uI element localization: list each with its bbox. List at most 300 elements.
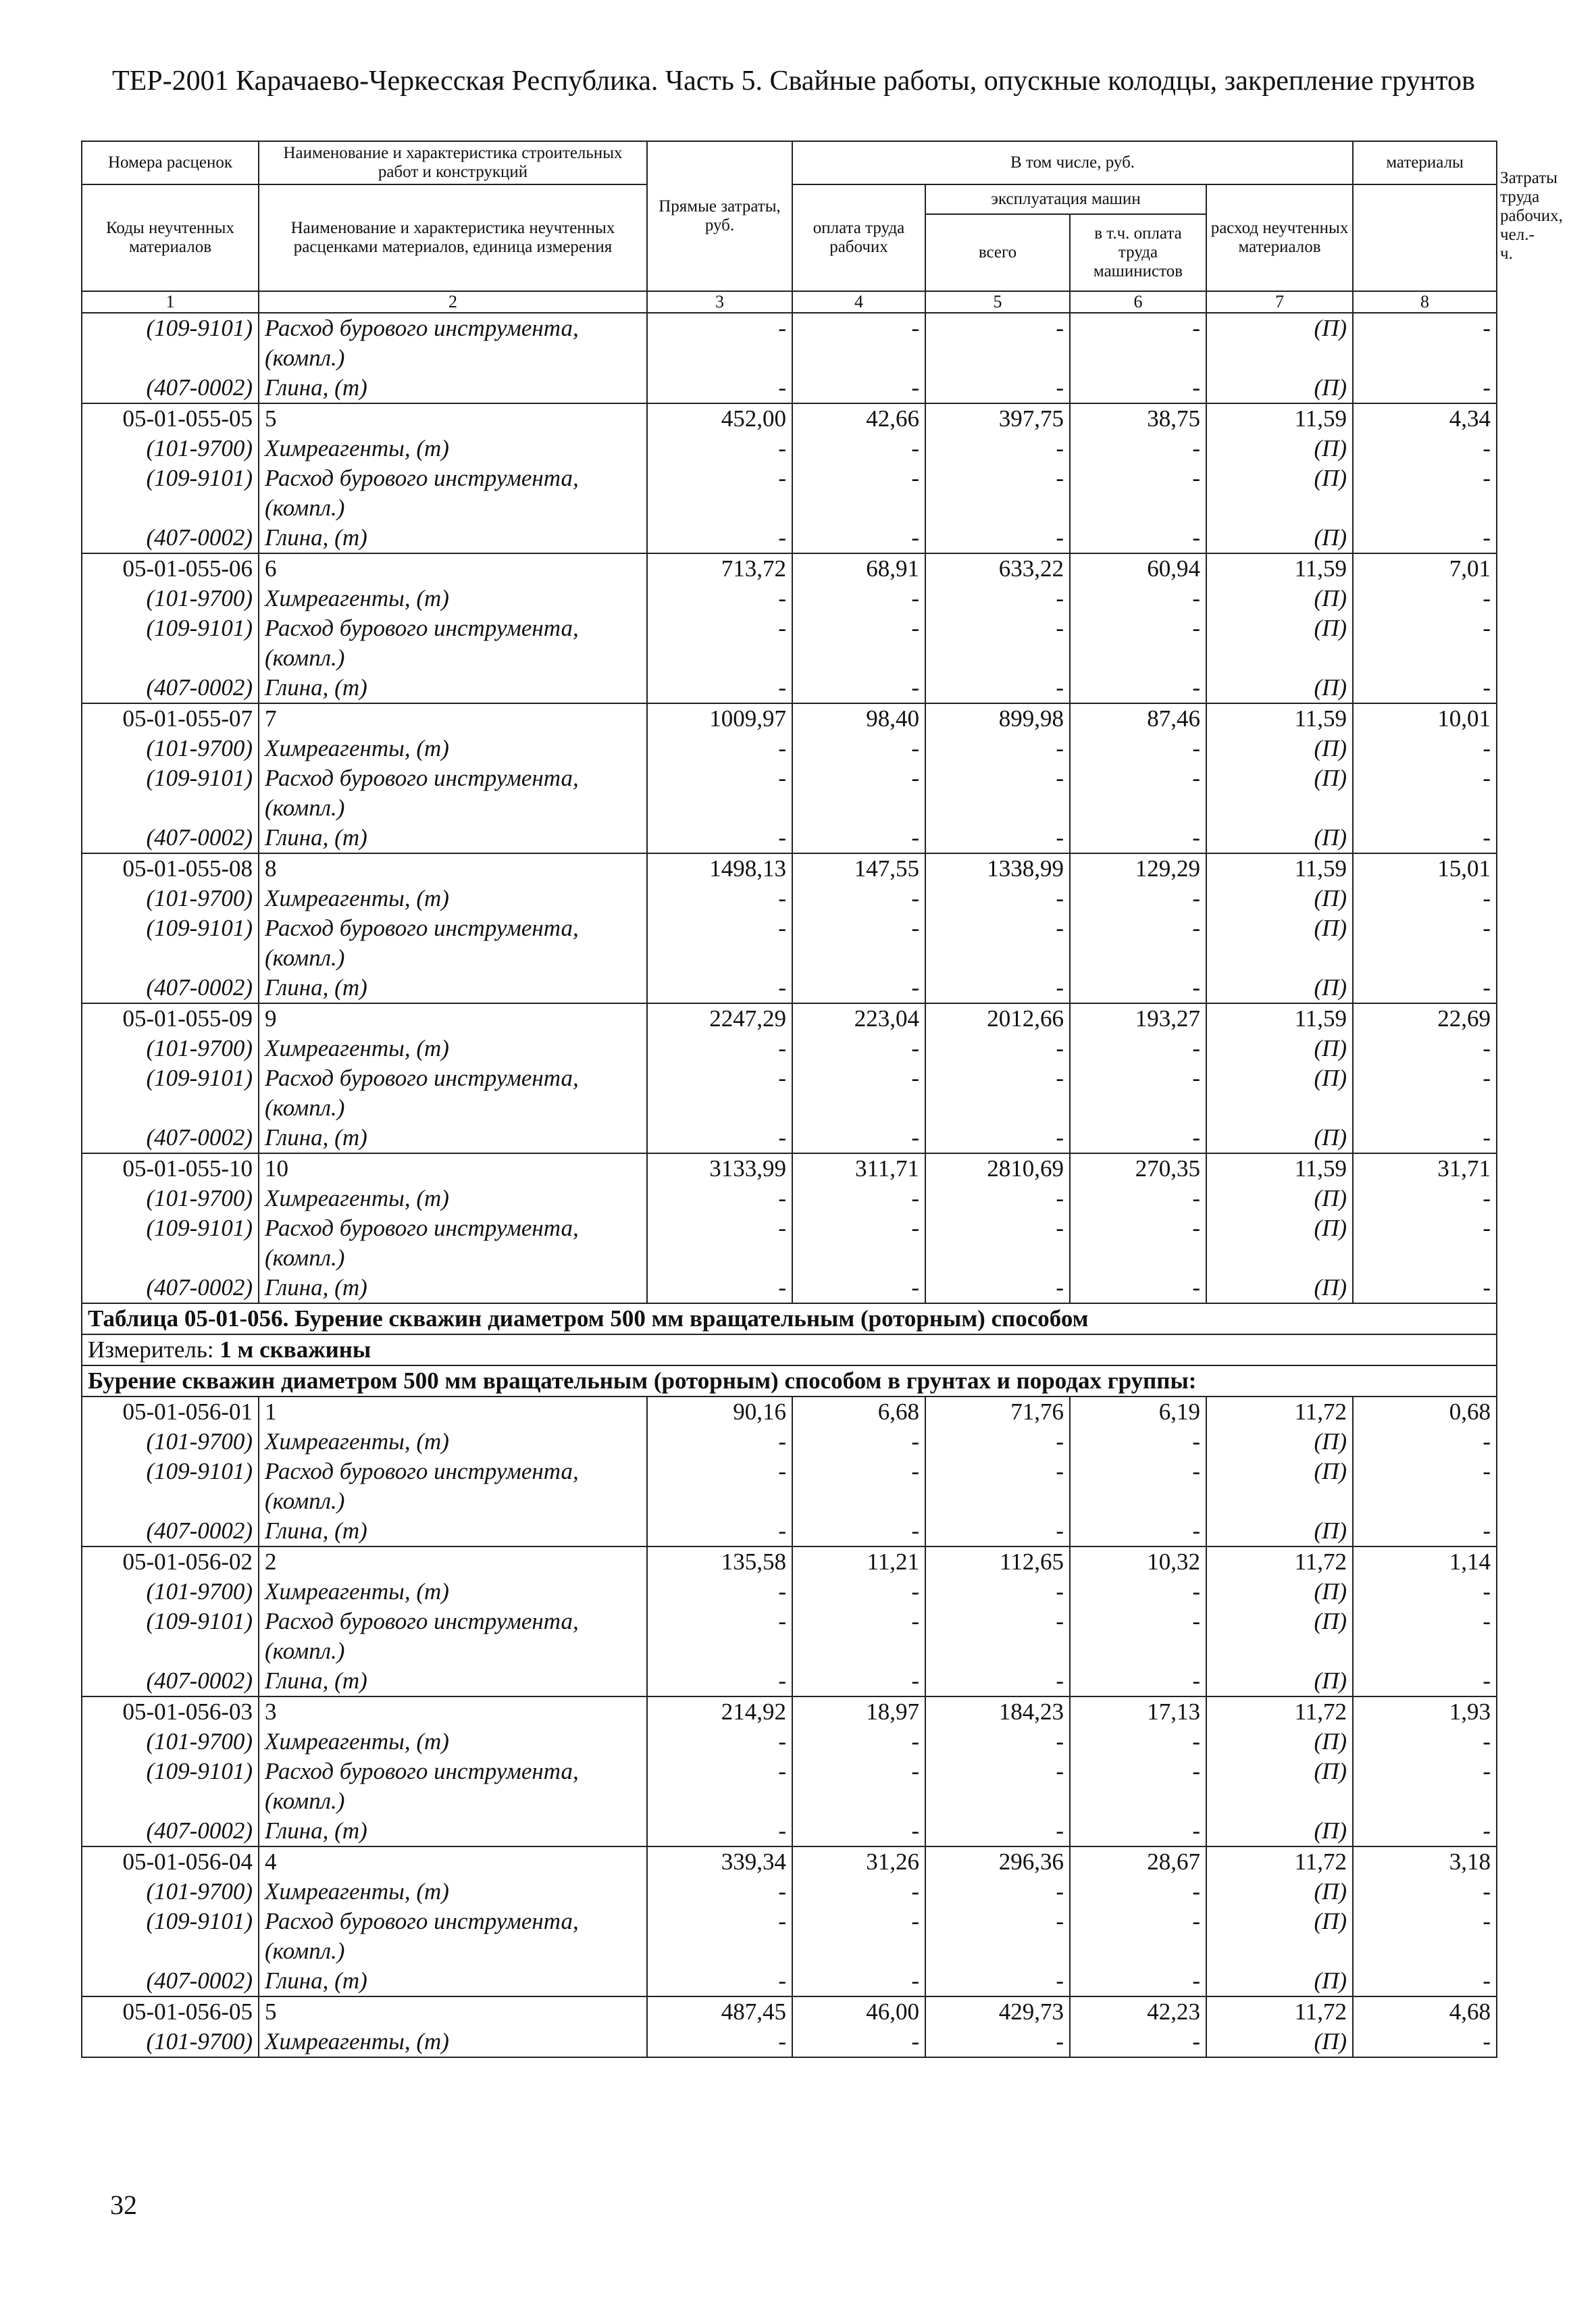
item-name: Химреагенты, (т) <box>259 1427 647 1457</box>
rate-code: (101-9700) <box>82 1427 259 1457</box>
material-consumption: (П) <box>1206 613 1353 673</box>
direct-costs: - <box>647 1877 792 1907</box>
rate-code: (407-0002) <box>82 673 259 703</box>
material-row <box>82 1123 1497 1153</box>
material-row <box>82 973 1497 1003</box>
worker-pay: - <box>792 913 925 973</box>
worker-pay: - <box>792 1877 925 1907</box>
machinist-pay: - <box>1070 1577 1206 1607</box>
rate-row <box>82 1696 1497 1727</box>
machinist-pay: - <box>1070 1816 1206 1846</box>
machines-total: - <box>925 1577 1070 1607</box>
rate-code: (407-0002) <box>82 1966 259 1996</box>
item-name: 3 <box>259 1696 647 1727</box>
rate-code: (101-9700) <box>82 434 259 463</box>
rate-row <box>82 553 1497 584</box>
labor-costs: - <box>1353 673 1497 703</box>
item-name: Химреагенты, (т) <box>259 1577 647 1607</box>
direct-costs: 3133,99 <box>647 1153 792 1184</box>
machinist-pay: - <box>1070 1184 1206 1213</box>
material-consumption: (П) <box>1206 2027 1353 2057</box>
direct-costs: - <box>647 463 792 523</box>
rate-row <box>82 1397 1497 1427</box>
labor-costs: - <box>1353 1666 1497 1696</box>
material-consumption: (П) <box>1206 1457 1353 1516</box>
header-direct-costs: Прямые затраты, руб. <box>647 141 792 291</box>
material-consumption: (П) <box>1206 884 1353 913</box>
header-material-codes: Коды неучтенных материалов <box>82 184 259 291</box>
direct-costs: - <box>647 884 792 913</box>
machinist-pay: - <box>1070 1966 1206 1996</box>
labor-costs: 4,34 <box>1353 403 1497 434</box>
material-row <box>82 313 1497 373</box>
material-consumption: (П) <box>1206 734 1353 763</box>
material-consumption: 11,59 <box>1206 1003 1353 1034</box>
material-row <box>82 584 1497 613</box>
machines-total: - <box>925 734 1070 763</box>
worker-pay: 68,91 <box>792 553 925 584</box>
direct-costs: - <box>647 2027 792 2057</box>
machinist-pay: - <box>1070 1273 1206 1303</box>
machines-total: - <box>925 1757 1070 1816</box>
rate-code: 05-01-055-09 <box>82 1003 259 1034</box>
material-consumption: (П) <box>1206 523 1353 553</box>
worker-pay: 6,68 <box>792 1397 925 1427</box>
rate-code: (101-9700) <box>82 1877 259 1907</box>
machines-total: - <box>925 1907 1070 1966</box>
machines-total: 429,73 <box>925 1996 1070 2027</box>
direct-costs: - <box>647 373 792 403</box>
item-name: Глина, (т) <box>259 673 647 703</box>
column-number: 7 <box>1206 291 1353 313</box>
worker-pay: - <box>792 1816 925 1846</box>
material-consumption: (П) <box>1206 584 1353 613</box>
worker-pay: 11,21 <box>792 1546 925 1577</box>
material-row <box>82 1816 1497 1846</box>
rate-code: (101-9700) <box>82 884 259 913</box>
item-name: Расход бурового инструмента, (компл.) <box>259 613 647 673</box>
material-consumption: 11,59 <box>1206 703 1353 734</box>
material-row <box>82 523 1497 553</box>
direct-costs: 90,16 <box>647 1397 792 1427</box>
item-name: Глина, (т) <box>259 1123 647 1153</box>
machinist-pay: - <box>1070 1877 1206 1907</box>
item-name: Расход бурового инструмента, (компл.) <box>259 463 647 523</box>
machinist-pay: - <box>1070 1757 1206 1816</box>
machinist-pay: - <box>1070 434 1206 463</box>
rate-code: (109-9101) <box>82 763 259 823</box>
header-machine-operation: эксплуатация машин <box>925 184 1206 214</box>
worker-pay: - <box>792 1063 925 1123</box>
direct-costs: - <box>647 1757 792 1816</box>
labor-costs: - <box>1353 463 1497 523</box>
material-consumption: (П) <box>1206 973 1353 1003</box>
material-row <box>82 1727 1497 1757</box>
machines-total: 397,75 <box>925 403 1070 434</box>
material-row <box>82 463 1497 523</box>
labor-costs: - <box>1353 1816 1497 1846</box>
header-material-consumption: расход неучтенных материалов <box>1206 184 1353 291</box>
item-name: Расход бурового инструмента, (компл.) <box>259 1757 647 1816</box>
material-consumption: (П) <box>1206 1757 1353 1816</box>
machines-total: - <box>925 313 1070 373</box>
material-row <box>82 884 1497 913</box>
worker-pay: - <box>792 1727 925 1757</box>
labor-costs: - <box>1353 1727 1497 1757</box>
item-name: Расход бурового инструмента, (компл.) <box>259 1457 647 1516</box>
machines-total: 2810,69 <box>925 1153 1070 1184</box>
labor-costs: 1,93 <box>1353 1696 1497 1727</box>
rate-code: (407-0002) <box>82 1123 259 1153</box>
rate-row <box>82 703 1497 734</box>
labor-costs: 3,18 <box>1353 1846 1497 1877</box>
labor-costs: - <box>1353 913 1497 973</box>
item-name: Глина, (т) <box>259 373 647 403</box>
rate-row <box>82 1153 1497 1184</box>
rate-code: (109-9101) <box>82 463 259 523</box>
worker-pay: 46,00 <box>792 1996 925 2027</box>
material-consumption: (П) <box>1206 1123 1353 1153</box>
material-consumption: (П) <box>1206 673 1353 703</box>
labor-costs: - <box>1353 1966 1497 1996</box>
worker-pay: - <box>792 1757 925 1816</box>
item-name: Расход бурового инструмента, (компл.) <box>259 1063 647 1123</box>
worker-pay: - <box>792 1577 925 1607</box>
labor-costs: - <box>1353 973 1497 1003</box>
material-consumption: (П) <box>1206 463 1353 523</box>
machinist-pay: - <box>1070 913 1206 973</box>
worker-pay: 18,97 <box>792 1696 925 1727</box>
column-number: 4 <box>792 291 925 313</box>
rate-code: 05-01-056-03 <box>82 1696 259 1727</box>
item-name: Глина, (т) <box>259 1516 647 1546</box>
machines-total: 899,98 <box>925 703 1070 734</box>
material-consumption: (П) <box>1206 1427 1353 1457</box>
rate-row <box>82 1003 1497 1034</box>
machines-total: 184,23 <box>925 1696 1070 1727</box>
rate-code: (101-9700) <box>82 584 259 613</box>
rate-code: (407-0002) <box>82 1666 259 1696</box>
machines-total: - <box>925 1516 1070 1546</box>
machinist-pay: - <box>1070 1123 1206 1153</box>
machines-total: - <box>925 1877 1070 1907</box>
direct-costs: 135,58 <box>647 1546 792 1577</box>
labor-costs: - <box>1353 613 1497 673</box>
labor-costs: - <box>1353 313 1497 373</box>
page-number: 32 <box>110 2190 137 2220</box>
machinist-pay: - <box>1070 313 1206 373</box>
rate-code: (407-0002) <box>82 973 259 1003</box>
rate-code: (407-0002) <box>82 1273 259 1303</box>
material-row <box>82 1063 1497 1123</box>
material-consumption: (П) <box>1206 1034 1353 1063</box>
table-056-rows <box>82 1397 1497 2057</box>
material-consumption: (П) <box>1206 1516 1353 1546</box>
labor-costs: 7,01 <box>1353 553 1497 584</box>
labor-costs: - <box>1353 1757 1497 1816</box>
machines-total: - <box>925 1966 1070 1996</box>
material-row <box>82 823 1497 853</box>
material-consumption: (П) <box>1206 823 1353 853</box>
worker-pay: - <box>792 1123 925 1153</box>
labor-costs: - <box>1353 1607 1497 1666</box>
rate-code: 05-01-055-05 <box>82 403 259 434</box>
header-machinist-pay: в т.ч. оплата труда машинистов <box>1070 214 1206 291</box>
material-consumption: (П) <box>1206 763 1353 823</box>
machinist-pay: 38,75 <box>1070 403 1206 434</box>
material-consumption: (П) <box>1206 373 1353 403</box>
direct-costs: - <box>647 1184 792 1213</box>
material-row <box>82 1516 1497 1546</box>
rate-code: (109-9101) <box>82 313 259 373</box>
labor-costs: - <box>1353 734 1497 763</box>
table-056-heading <box>82 1303 1497 1397</box>
material-consumption: (П) <box>1206 313 1353 373</box>
direct-costs: - <box>647 1727 792 1757</box>
direct-costs: - <box>647 523 792 553</box>
header-worker-pay: оплата труда рабочих <box>792 184 925 291</box>
item-name: 9 <box>259 1003 647 1034</box>
worker-pay: 311,71 <box>792 1153 925 1184</box>
machinist-pay: - <box>1070 463 1206 523</box>
machines-total: - <box>925 1727 1070 1757</box>
machinist-pay: - <box>1070 1457 1206 1516</box>
machinist-pay: 28,67 <box>1070 1846 1206 1877</box>
header-materials: материалы <box>1353 141 1497 184</box>
machinist-pay: 193,27 <box>1070 1003 1206 1034</box>
worker-pay: 42,66 <box>792 403 925 434</box>
worker-pay: - <box>792 1907 925 1966</box>
rate-row <box>82 1996 1497 2027</box>
material-row <box>82 1427 1497 1457</box>
item-name: Глина, (т) <box>259 523 647 553</box>
machines-total: - <box>925 1034 1070 1063</box>
item-name: Глина, (т) <box>259 1816 647 1846</box>
machines-total: 296,36 <box>925 1846 1070 1877</box>
worker-pay: - <box>792 973 925 1003</box>
machines-total: - <box>925 973 1070 1003</box>
direct-costs: - <box>647 763 792 823</box>
labor-costs: 1,14 <box>1353 1546 1497 1577</box>
labor-costs: - <box>1353 2027 1497 2057</box>
labor-costs: - <box>1353 1427 1497 1457</box>
rate-code: (407-0002) <box>82 523 259 553</box>
labor-costs: - <box>1353 1577 1497 1607</box>
worker-pay: - <box>792 2027 925 2057</box>
material-consumption: (П) <box>1206 1816 1353 1846</box>
labor-costs: - <box>1353 584 1497 613</box>
item-name: Химреагенты, (т) <box>259 584 647 613</box>
rate-code: (407-0002) <box>82 373 259 403</box>
machinist-pay: - <box>1070 734 1206 763</box>
item-name: Расход бурового инструмента, (компл.) <box>259 763 647 823</box>
item-name: 1 <box>259 1397 647 1427</box>
column-number: 6 <box>1070 291 1206 313</box>
measure-unit <box>82 1334 1497 1365</box>
machinist-pay: - <box>1070 1427 1206 1457</box>
machinist-pay: 17,13 <box>1070 1696 1206 1727</box>
machines-total: - <box>925 884 1070 913</box>
rate-code: (407-0002) <box>82 1816 259 1846</box>
material-consumption: (П) <box>1206 1063 1353 1123</box>
rate-code: 05-01-056-02 <box>82 1546 259 1577</box>
material-consumption: 11,59 <box>1206 853 1353 884</box>
rate-code: (109-9101) <box>82 1063 259 1123</box>
machinist-pay: - <box>1070 1666 1206 1696</box>
labor-costs: - <box>1353 373 1497 403</box>
material-row <box>82 1607 1497 1666</box>
machines-total: - <box>925 613 1070 673</box>
direct-costs: - <box>647 1213 792 1273</box>
worker-pay: - <box>792 523 925 553</box>
direct-costs: - <box>647 1607 792 1666</box>
rate-code: 05-01-056-04 <box>82 1846 259 1877</box>
direct-costs: - <box>647 1966 792 1996</box>
material-row <box>82 1877 1497 1907</box>
item-name: Глина, (т) <box>259 1966 647 1996</box>
worker-pay: - <box>792 584 925 613</box>
labor-costs: - <box>1353 884 1497 913</box>
item-name: Расход бурового инструмента, (компл.) <box>259 1213 647 1273</box>
rate-code: 05-01-055-10 <box>82 1153 259 1184</box>
machines-total: - <box>925 1184 1070 1213</box>
machines-total: 112,65 <box>925 1546 1070 1577</box>
material-consumption: 11,72 <box>1206 1846 1353 1877</box>
material-consumption: (П) <box>1206 1877 1353 1907</box>
rate-code: (109-9101) <box>82 1907 259 1966</box>
worker-pay: - <box>792 313 925 373</box>
header-material-names: Наименование и характеристика неучтенных расценками материалов, единица измерения <box>259 184 647 291</box>
labor-costs: 31,71 <box>1353 1153 1497 1184</box>
direct-costs: - <box>647 1123 792 1153</box>
direct-costs: - <box>647 613 792 673</box>
direct-costs: - <box>647 434 792 463</box>
machines-total: - <box>925 1273 1070 1303</box>
item-name: Расход бурового инструмента, (компл.) <box>259 1907 647 1966</box>
rate-code: (101-9700) <box>82 1034 259 1063</box>
table-055-rows <box>82 403 1497 1303</box>
column-number: 1 <box>82 291 259 313</box>
labor-costs: - <box>1353 1907 1497 1966</box>
direct-costs: 339,34 <box>647 1846 792 1877</box>
header-including: В том числе, руб. <box>792 141 1353 184</box>
machinist-pay: - <box>1070 523 1206 553</box>
material-consumption: (П) <box>1206 1184 1353 1213</box>
worker-pay: - <box>792 1213 925 1273</box>
material-row <box>82 1184 1497 1213</box>
item-name: 6 <box>259 553 647 584</box>
rate-code: (101-9700) <box>82 2027 259 2057</box>
machines-total: - <box>925 373 1070 403</box>
material-row <box>82 734 1497 763</box>
item-name: Глина, (т) <box>259 1273 647 1303</box>
labor-costs: - <box>1353 1213 1497 1273</box>
machines-total: - <box>925 2027 1070 2057</box>
worker-pay: - <box>792 613 925 673</box>
worker-pay: - <box>792 1457 925 1516</box>
rate-code: (101-9700) <box>82 1577 259 1607</box>
machinist-pay: - <box>1070 2027 1206 2057</box>
item-name: 10 <box>259 1153 647 1184</box>
direct-costs: - <box>647 1516 792 1546</box>
labor-costs: 10,01 <box>1353 703 1497 734</box>
rate-code: (407-0002) <box>82 1516 259 1546</box>
machinist-pay: 270,35 <box>1070 1153 1206 1184</box>
worker-pay: - <box>792 1184 925 1213</box>
material-consumption: (П) <box>1206 1966 1353 1996</box>
machinist-pay: 42,23 <box>1070 1996 1206 2027</box>
header-rate-numbers: Номера расценок <box>82 141 259 184</box>
material-consumption: 11,72 <box>1206 1696 1353 1727</box>
machinist-pay: 10,32 <box>1070 1546 1206 1577</box>
continuation-rows <box>82 313 1497 403</box>
machinist-pay: 6,19 <box>1070 1397 1206 1427</box>
worker-pay: - <box>792 884 925 913</box>
column-number: 3 <box>647 291 792 313</box>
rate-code: (109-9101) <box>82 913 259 973</box>
material-consumption: 11,59 <box>1206 403 1353 434</box>
direct-costs: 214,92 <box>647 1696 792 1727</box>
item-name: Химреагенты, (т) <box>259 2027 647 2057</box>
labor-costs: - <box>1353 523 1497 553</box>
machines-total: - <box>925 1427 1070 1457</box>
item-name: 2 <box>259 1546 647 1577</box>
machinist-pay: - <box>1070 884 1206 913</box>
worker-pay: 223,04 <box>792 1003 925 1034</box>
machines-total: 633,22 <box>925 553 1070 584</box>
rate-code: (101-9700) <box>82 1727 259 1757</box>
rate-code: (109-9101) <box>82 613 259 673</box>
rate-code: 05-01-056-05 <box>82 1996 259 2027</box>
material-consumption: 11,72 <box>1206 1996 1353 2027</box>
material-consumption: (П) <box>1206 913 1353 973</box>
direct-costs: 452,00 <box>647 403 792 434</box>
material-row <box>82 1666 1497 1696</box>
table-title: Таблица 05-01-056. Бурение скважин диаметром 500 мм вращательным (роторным) способом <box>82 1303 1497 1334</box>
machines-total: - <box>925 1816 1070 1846</box>
machinist-pay: - <box>1070 673 1206 703</box>
worker-pay: - <box>792 1666 925 1696</box>
worker-pay: - <box>792 1516 925 1546</box>
worker-pay: - <box>792 734 925 763</box>
item-name: Глина, (т) <box>259 823 647 853</box>
machinist-pay: - <box>1070 584 1206 613</box>
machinist-pay: 129,29 <box>1070 853 1206 884</box>
material-consumption: 11,72 <box>1206 1397 1353 1427</box>
item-name: Расход бурового инструмента, (компл.) <box>259 313 647 373</box>
direct-costs: 1498,13 <box>647 853 792 884</box>
labor-costs: - <box>1353 1123 1497 1153</box>
material-consumption: (П) <box>1206 1607 1353 1666</box>
rate-code: (109-9101) <box>82 1213 259 1273</box>
direct-costs: - <box>647 584 792 613</box>
direct-costs: - <box>647 1577 792 1607</box>
rate-row <box>82 1546 1497 1577</box>
measure-label: Измеритель: <box>88 1336 220 1363</box>
material-consumption: (П) <box>1206 1213 1353 1273</box>
machines-total: - <box>925 1123 1070 1153</box>
worker-pay: - <box>792 1607 925 1666</box>
machines-total: - <box>925 1607 1070 1666</box>
direct-costs: - <box>647 913 792 973</box>
machines-total: - <box>925 1457 1070 1516</box>
header-machines-total: всего <box>925 214 1070 291</box>
worker-pay: - <box>792 1034 925 1063</box>
worker-pay: - <box>792 463 925 523</box>
item-name: Химреагенты, (т) <box>259 434 647 463</box>
machines-total: - <box>925 1666 1070 1696</box>
rate-code: (407-0002) <box>82 823 259 853</box>
